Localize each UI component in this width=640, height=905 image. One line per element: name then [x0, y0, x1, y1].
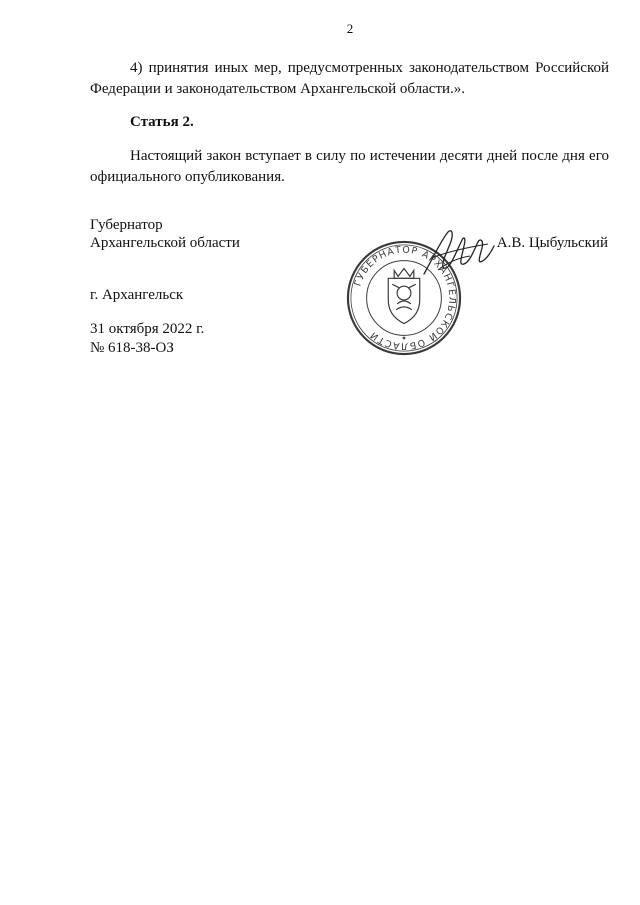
law-number: № 618-38-ОЗ — [90, 340, 174, 356]
page-number: 2 — [346, 21, 354, 36]
handwritten-signature — [418, 222, 498, 282]
coat-of-arms-icon — [388, 269, 419, 324]
signer-position-line2: Архангельской области — [90, 235, 240, 251]
law-item-4 — [90, 58, 609, 100]
article-text-content: Настоящий закон вступает в силу по истечении десяти дней после дня его официального опубликования. — [90, 148, 609, 185]
law-item-4-text: 4) принятия иных мер, предусмотренных законодательством Российской Федерации и законодательством Архангельской области.». — [90, 60, 609, 97]
seal-text: ГУБЕРНАТОР АРХАНГЕЛЬСКОЙ ОБЛАСТИ — [352, 244, 458, 352]
signing-city: г. Архангельск — [90, 287, 184, 303]
article-heading: Статья 2. — [130, 114, 194, 130]
signer-name: А.В. Цыбульский — [496, 235, 608, 251]
article-text — [90, 146, 609, 188]
signer-position-line1: Губернатор — [90, 217, 163, 233]
svg-text:✦: ✦ — [401, 334, 407, 343]
signing-date: 31 октября 2022 г. — [90, 321, 205, 337]
